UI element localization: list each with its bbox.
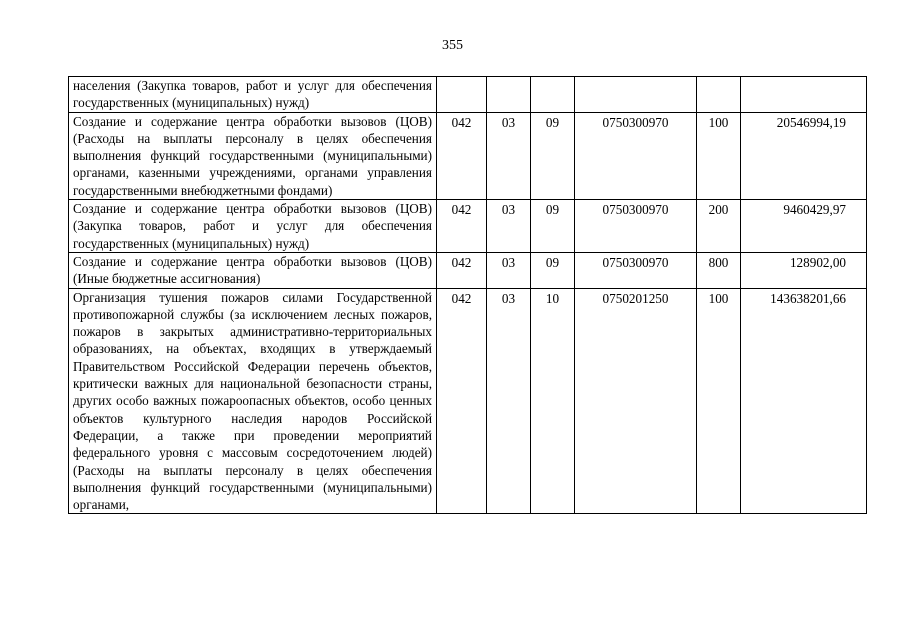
- amount: 20546994,19: [741, 112, 867, 199]
- budget-table: [68, 76, 867, 514]
- table-row: [69, 200, 867, 253]
- amount: 128902,00: [741, 252, 867, 288]
- table-row: [69, 112, 867, 199]
- subsection-code: 09: [531, 200, 575, 253]
- ministry-code: 042: [437, 252, 487, 288]
- section-code: 03: [487, 200, 531, 253]
- amount: [741, 77, 867, 113]
- amount: 143638201,66: [741, 288, 867, 514]
- row-description: населения (Закупка товаров, работ и услуг для обеспечения государственных (муниципальных) нужд): [69, 77, 437, 113]
- expense-type-code: [697, 77, 741, 113]
- ministry-code: [437, 77, 487, 113]
- amount: 9460429,97: [741, 200, 867, 253]
- row-description: Создание и содержание центра обработки вызовов (ЦОВ) (Иные бюджетные ассигнования): [69, 252, 437, 288]
- section-code: 03: [487, 252, 531, 288]
- subsection-code: [531, 77, 575, 113]
- ministry-code: 042: [437, 112, 487, 199]
- row-description: Организация тушения пожаров силами Государственной противопожарной службы (за исключением лесных пожаров, пожаров в закрытых административно-территориальных образованиях, на объектах, входящих в утверждаемый Правительством Российской Федерации перечень объектов, критически важных для национальной безопасности страны, других особо важных пожароопасных объектов, особо ценных объектов культурного наследия народов Российской Федерации, а также при проведении мероприятий федерального уровня с массовым сосредоточением людей) (Расходы на выплаты персоналу в целях обеспечения выполнения функций государственными (муниципальными) органами,: [69, 288, 437, 514]
- subsection-code: 09: [531, 112, 575, 199]
- row-description: Создание и содержание центра обработки вызовов (ЦОВ) (Закупка товаров, работ и услуг для обеспечения государственных (муниципальных) нужд): [69, 200, 437, 253]
- expense-type-code: 100: [697, 112, 741, 199]
- section-code: 03: [487, 112, 531, 199]
- section-code: [487, 77, 531, 113]
- target-article-code: 0750300970: [575, 112, 697, 199]
- page-number: 355: [442, 38, 463, 53]
- expense-type-code: 800: [697, 252, 741, 288]
- section-code: 03: [487, 288, 531, 514]
- target-article-code: 0750201250: [575, 288, 697, 514]
- ministry-code: 042: [437, 288, 487, 514]
- target-article-code: 0750300970: [575, 252, 697, 288]
- expense-type-code: 100: [697, 288, 741, 514]
- table-row: [69, 252, 867, 288]
- ministry-code: 042: [437, 200, 487, 253]
- table-row: [69, 77, 867, 113]
- table-row: [69, 288, 867, 514]
- row-description: Создание и содержание центра обработки вызовов (ЦОВ) (Расходы на выплаты персоналу в целях обеспечения выполнения функций государственными (муниципальными) органами, казенными учреждениями, органами управления государственными внебюджетными фондами): [69, 112, 437, 199]
- target-article-code: [575, 77, 697, 113]
- expense-type-code: 200: [697, 200, 741, 253]
- subsection-code: 09: [531, 252, 575, 288]
- target-article-code: 0750300970: [575, 200, 697, 253]
- subsection-code: 10: [531, 288, 575, 514]
